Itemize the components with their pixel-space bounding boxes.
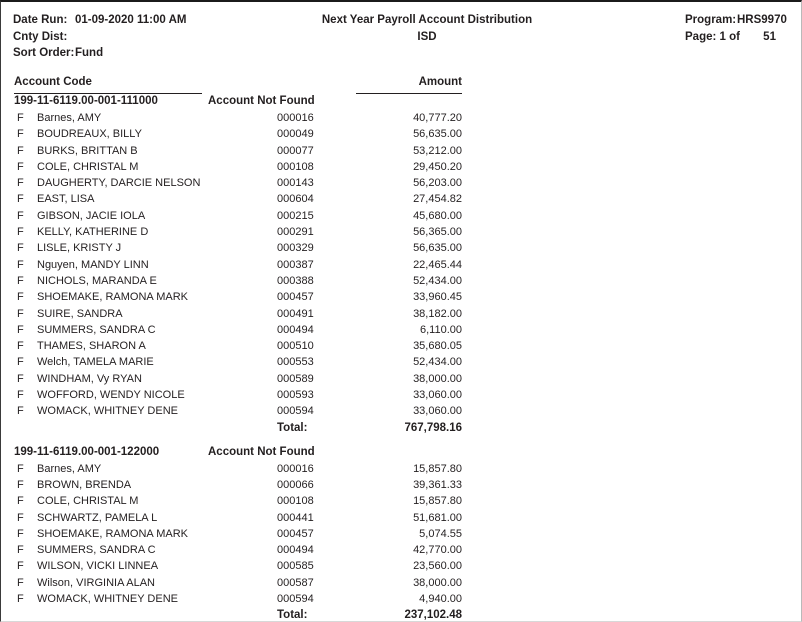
table-row bbox=[1, 210, 802, 226]
row-frequency: F bbox=[17, 307, 24, 320]
table-row bbox=[1, 193, 802, 209]
table-row bbox=[1, 340, 802, 356]
report-body bbox=[1, 95, 802, 622]
row-amount: 33,960.45 bbox=[413, 291, 462, 304]
row-amount: 56,635.00 bbox=[413, 242, 462, 255]
report-header bbox=[1, 12, 802, 70]
program-value: HRS9970 bbox=[737, 14, 787, 26]
row-employee-name: EAST, LISA bbox=[37, 193, 95, 206]
table-row bbox=[1, 226, 802, 242]
table-row bbox=[1, 373, 802, 389]
row-employee-number: 000594 bbox=[277, 405, 314, 418]
table-row bbox=[1, 259, 802, 275]
row-employee-number: 000215 bbox=[277, 209, 314, 222]
table-row bbox=[1, 145, 802, 161]
row-frequency: F bbox=[17, 193, 24, 206]
row-amount: 6,110.00 bbox=[419, 323, 462, 336]
table-row bbox=[1, 528, 802, 544]
column-header-row bbox=[1, 76, 802, 94]
row-frequency: F bbox=[17, 462, 24, 475]
row-frequency: F bbox=[17, 323, 24, 336]
account-group-header bbox=[1, 446, 802, 463]
row-employee-name: BROWN, BRENDA bbox=[37, 478, 132, 491]
row-employee-name: SUMMERS, SANDRA C bbox=[37, 323, 156, 336]
table-row bbox=[1, 275, 802, 291]
row-employee-name: GIBSON, JACIE IOLA bbox=[37, 209, 146, 222]
program-label: Program: bbox=[685, 14, 737, 26]
row-employee-number: 000594 bbox=[277, 593, 314, 606]
row-frequency: F bbox=[17, 258, 24, 271]
group-spacer bbox=[1, 439, 802, 446]
row-employee-number: 000387 bbox=[277, 258, 314, 271]
row-employee-name: COLE, CHRISTAL M bbox=[37, 160, 139, 173]
row-amount: 35,680.05 bbox=[413, 340, 462, 353]
report-meta-left bbox=[13, 12, 186, 62]
row-frequency: F bbox=[17, 576, 24, 589]
row-employee-number: 000049 bbox=[277, 128, 314, 141]
row-amount: 38,000.00 bbox=[413, 576, 462, 589]
row-employee-name: THAMES, SHARON A bbox=[37, 340, 146, 353]
row-frequency: F bbox=[17, 405, 24, 418]
row-frequency: F bbox=[17, 128, 24, 141]
row-frequency: F bbox=[17, 356, 24, 369]
table-row bbox=[1, 128, 802, 144]
table-row bbox=[1, 112, 802, 128]
row-employee-number: 000016 bbox=[277, 462, 314, 475]
row-amount: 45,680.00 bbox=[413, 209, 462, 222]
program-line bbox=[685, 12, 787, 29]
table-row bbox=[1, 324, 802, 340]
row-employee-name: Welch, TAMELA MARIE bbox=[37, 356, 154, 369]
row-employee-name: COLE, CHRISTAL M bbox=[37, 495, 139, 508]
row-employee-name: Nguyen, MANDY LINN bbox=[37, 258, 149, 271]
table-row bbox=[1, 389, 802, 405]
table-row bbox=[1, 593, 802, 609]
row-amount: 33,060.00 bbox=[413, 389, 462, 402]
row-employee-number: 000589 bbox=[277, 372, 314, 385]
row-employee-number: 000494 bbox=[277, 323, 314, 336]
row-employee-number: 000457 bbox=[277, 291, 314, 304]
row-amount: 33,060.00 bbox=[413, 405, 462, 418]
row-frequency: F bbox=[17, 544, 24, 557]
row-employee-number: 000108 bbox=[277, 160, 314, 173]
column-header-account-code: Account Code bbox=[14, 76, 92, 88]
row-frequency: F bbox=[17, 209, 24, 222]
page-total-value: 51 bbox=[763, 30, 776, 43]
row-employee-number: 000077 bbox=[277, 144, 314, 157]
table-row bbox=[1, 544, 802, 560]
row-employee-number: 000457 bbox=[277, 527, 314, 540]
account-status-note: Account Not Found bbox=[208, 95, 315, 107]
row-frequency: F bbox=[17, 511, 24, 524]
row-employee-name: NICHOLS, MARANDA E bbox=[37, 274, 157, 287]
row-employee-name: Barnes, AMY bbox=[37, 112, 102, 124]
row-amount: 38,000.00 bbox=[413, 372, 462, 385]
row-frequency: F bbox=[17, 291, 24, 304]
row-frequency: F bbox=[17, 177, 24, 190]
row-frequency: F bbox=[17, 527, 24, 540]
table-row bbox=[1, 291, 802, 307]
row-employee-name: WOMACK, WHITNEY DENE bbox=[37, 593, 178, 606]
table-row bbox=[1, 405, 802, 421]
row-amount: 53,212.00 bbox=[413, 144, 462, 157]
row-amount: 27,454.82 bbox=[413, 193, 462, 206]
row-employee-number: 000593 bbox=[277, 389, 314, 402]
total-amount: 237,102.48 bbox=[404, 609, 462, 622]
row-amount: 15,857.80 bbox=[413, 495, 462, 508]
row-amount: 51,681.00 bbox=[413, 511, 462, 524]
row-frequency: F bbox=[17, 274, 24, 287]
row-employee-name: WOMACK, WHITNEY DENE bbox=[37, 405, 178, 418]
cnty-dist-label: Cnty Dist: bbox=[13, 30, 68, 43]
row-employee-name: WINDHAM, Vy RYAN bbox=[37, 372, 142, 385]
row-amount: 29,450.20 bbox=[413, 160, 462, 173]
row-employee-number: 000494 bbox=[277, 544, 314, 557]
table-row bbox=[1, 356, 802, 372]
row-employee-number: 000066 bbox=[277, 478, 314, 491]
row-frequency: F bbox=[17, 340, 24, 353]
row-employee-number: 000329 bbox=[277, 242, 314, 255]
row-employee-number: 000510 bbox=[277, 340, 314, 353]
row-employee-number: 000143 bbox=[277, 177, 314, 190]
row-amount: 52,434.00 bbox=[413, 274, 462, 287]
row-amount: 56,203.00 bbox=[413, 177, 462, 190]
row-amount: 38,182.00 bbox=[413, 307, 462, 320]
row-frequency: F bbox=[17, 495, 24, 508]
account-group bbox=[1, 446, 802, 622]
sort-order-value: Fund bbox=[75, 47, 104, 59]
sort-order-line bbox=[13, 45, 186, 62]
row-employee-number: 000016 bbox=[277, 112, 314, 124]
row-employee-number: 000491 bbox=[277, 307, 314, 320]
row-employee-number: 000553 bbox=[277, 356, 314, 369]
report-title: Next Year Payroll Account Distribution bbox=[321, 14, 533, 26]
row-frequency: F bbox=[17, 160, 24, 173]
table-row bbox=[1, 463, 802, 479]
row-employee-number: 000108 bbox=[277, 495, 314, 508]
row-employee-name: SHOEMAKE, RAMONA MARK bbox=[37, 527, 188, 540]
table-row bbox=[1, 161, 802, 177]
row-amount: 5,074.55 bbox=[419, 527, 462, 540]
row-amount: 39,361.33 bbox=[413, 478, 462, 491]
column-header-amount: Amount bbox=[418, 76, 462, 88]
table-row bbox=[1, 560, 802, 576]
row-employee-number: 000587 bbox=[277, 576, 314, 589]
account-group bbox=[1, 95, 802, 439]
row-amount: 52,434.00 bbox=[413, 356, 462, 369]
account-group-total-row bbox=[1, 609, 802, 622]
page-line bbox=[685, 29, 787, 46]
row-employee-number: 000291 bbox=[277, 226, 314, 239]
row-frequency: F bbox=[17, 372, 24, 385]
total-amount: 767,798.16 bbox=[404, 421, 462, 434]
row-frequency: F bbox=[17, 242, 24, 255]
row-employee-name: Wilson, VIRGINIA ALAN bbox=[37, 576, 155, 589]
row-employee-name: SCHWARTZ, PAMELA L bbox=[37, 511, 158, 524]
table-row bbox=[1, 308, 802, 324]
row-amount: 4,940.00 bbox=[419, 593, 462, 606]
row-frequency: F bbox=[17, 112, 24, 124]
row-employee-name: WILSON, VICKI LINNEA bbox=[37, 560, 159, 573]
date-run-value: 01-09-2020 11:00 AM bbox=[75, 14, 187, 26]
row-frequency: F bbox=[17, 478, 24, 491]
row-amount: 23,560.00 bbox=[413, 560, 462, 573]
report-subtitle: ISD bbox=[417, 30, 437, 43]
row-employee-number: 000585 bbox=[277, 560, 314, 573]
total-label: Total: bbox=[277, 609, 308, 622]
row-employee-name: Barnes, AMY bbox=[37, 462, 102, 475]
row-employee-name: DAUGHERTY, DARCIE NELSON bbox=[37, 177, 201, 190]
table-row bbox=[1, 495, 802, 511]
row-employee-name: LISLE, KRISTY J bbox=[37, 242, 122, 255]
row-frequency: F bbox=[17, 593, 24, 606]
date-run-label: Date Run: bbox=[13, 14, 68, 26]
row-amount: 56,365.00 bbox=[413, 226, 462, 239]
row-employee-number: 000441 bbox=[277, 511, 314, 524]
account-status-note: Account Not Found bbox=[208, 445, 315, 458]
total-label: Total: bbox=[277, 421, 308, 434]
cnty-dist-line bbox=[13, 29, 186, 46]
row-frequency: F bbox=[17, 560, 24, 573]
table-row bbox=[1, 479, 802, 495]
row-employee-name: SHOEMAKE, RAMONA MARK bbox=[37, 291, 188, 304]
report-meta-right bbox=[685, 12, 787, 45]
row-employee-name: SUIRE, SANDRA bbox=[37, 307, 123, 320]
sort-order-label: Sort Order: bbox=[13, 47, 75, 59]
row-employee-name: KELLY, KATHERINE D bbox=[37, 226, 149, 239]
row-employee-number: 000388 bbox=[277, 274, 314, 287]
account-code-rule bbox=[14, 93, 202, 94]
report-title-block bbox=[282, 12, 572, 45]
table-row bbox=[1, 242, 802, 258]
row-employee-name: BOUDREAUX, BILLY bbox=[37, 128, 142, 141]
table-row bbox=[1, 512, 802, 528]
amount-rule bbox=[356, 93, 462, 94]
row-amount: 22,465.44 bbox=[413, 258, 462, 271]
row-amount: 40,777.20 bbox=[413, 112, 462, 124]
date-run-line bbox=[13, 12, 186, 29]
row-amount: 42,770.00 bbox=[413, 544, 462, 557]
table-row bbox=[1, 577, 802, 593]
account-code-value: 199-11-6119.00-001-111000 bbox=[14, 95, 158, 107]
account-group-header bbox=[1, 95, 802, 112]
table-row bbox=[1, 177, 802, 193]
page-label: Page: 1 of bbox=[685, 30, 740, 43]
row-frequency: F bbox=[17, 226, 24, 239]
row-employee-number: 000604 bbox=[277, 193, 314, 206]
row-employee-name: BURKS, BRITTAN B bbox=[37, 144, 138, 157]
row-frequency: F bbox=[17, 389, 24, 402]
account-code-value: 199-11-6119.00-001-122000 bbox=[14, 445, 160, 458]
row-frequency: F bbox=[17, 144, 24, 157]
row-employee-name: WOFFORD, WENDY NICOLE bbox=[37, 389, 185, 402]
account-group-total-row bbox=[1, 422, 802, 439]
row-amount: 56,635.00 bbox=[413, 128, 462, 141]
row-employee-name: SUMMERS, SANDRA C bbox=[37, 544, 156, 557]
row-amount: 15,857.80 bbox=[413, 462, 462, 475]
